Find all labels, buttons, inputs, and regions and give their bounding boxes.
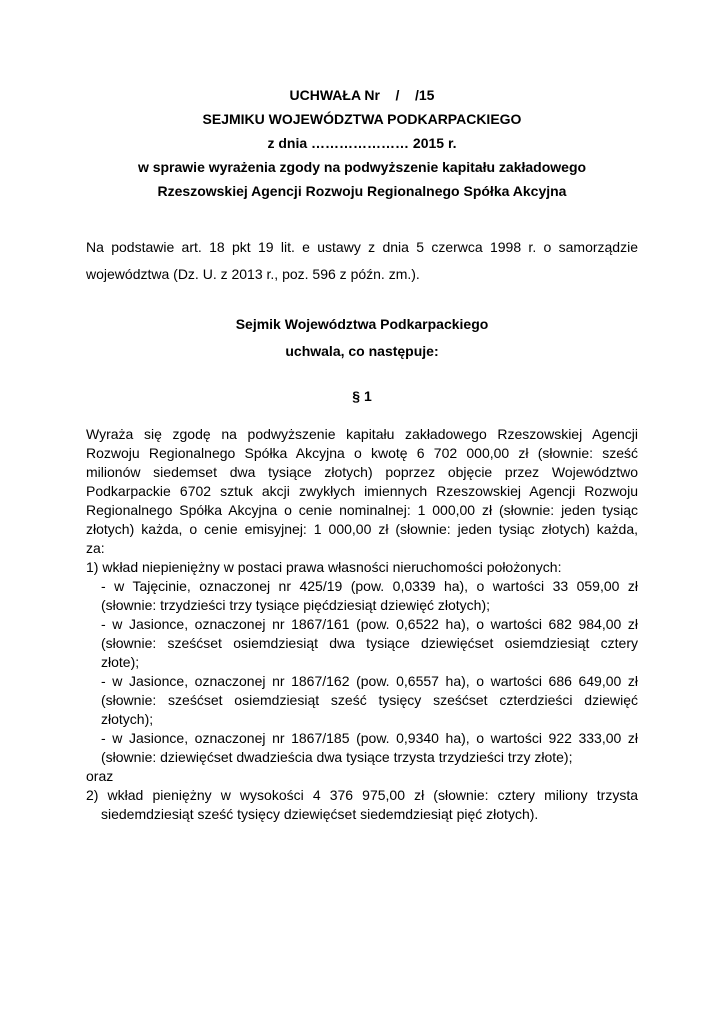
conjunction-oraz: oraz <box>86 768 114 784</box>
property-tajecinie: - w Tajęcinie, oznaczonej nr 425/19 (pow. 0,0339 ha), o wartości 33 059,00 zł <box>101 578 638 594</box>
resolution-header <box>0 83 724 203</box>
paragraph-line: Regionalnego Spółka Akcyjna o cenie nominalnej: 1 000,00 zł (słownie: jeden tysiąc <box>86 502 638 518</box>
property-jasionka-161-words: (słownie: sześćset osiemdziesiąt dwa tysiące dziewięćset osiemdziesiąt cztery <box>101 635 638 651</box>
property-jasionka-162-words: (słownie: sześćset osiemdziesiąt sześć tysięcy sześćset czterdzieści dziewięć <box>101 692 638 708</box>
resolution-subject: w sprawie wyrażenia zgody na podwyższenie kapitału zakładowego <box>137 159 587 175</box>
list-item-2: 2) wkład pieniężny w wysokości 4 376 975,00 zł (słownie: cztery miliony trzysta <box>86 787 638 803</box>
property-tajecinie-words: (słownie: trzydzieści trzy tysiące pięćdziesiąt dziewięć złotych); <box>101 597 491 613</box>
paragraph-line: Podkarpackie 6702 sztuk akcji zwykłych imiennych Rzeszowskiej Agencji Rozwoju <box>86 483 638 499</box>
property-jasionka-185: - w Jasionce, oznaczonej nr 1867/185 (pow. 0,9340 ha), o wartości 922 333,00 zł <box>101 730 638 746</box>
legal-basis <box>86 234 638 288</box>
list-item-2-continued: siedemdziesiąt sześć tysięcy dziewięćset siedemdziesiąt pięć złotych). <box>101 806 539 822</box>
paragraph-line: złotych) każda, o cenie emisyjnej: 1 000,00 zł (słownie: jeden tysiąc złotych) każda, <box>86 521 638 537</box>
property-jasionka-162-words-end: złotych); <box>101 711 154 727</box>
section-body <box>86 425 638 824</box>
resolution-date: z dnia ………………… 2015 r. <box>267 135 457 151</box>
assembly-name: Sejmik Województwa Podkarpackiego <box>235 316 489 332</box>
property-jasionka-161: - w Jasionce, oznaczonej nr 1867/161 (pow. 0,6522 ha), o wartości 682 984,00 zł <box>101 616 638 632</box>
property-jasionka-161-words-end: złote); <box>101 654 140 670</box>
legal-basis-line: województwa (Dz. U. z 2013 r., poz. 596 z późn. zm.). <box>86 266 420 282</box>
paragraph-line: Rozwoju Regionalnego Spółka Akcyjna o kwotę 6 702 000,00 zł (słownie: sześć <box>86 445 638 461</box>
paragraph-line: milionów siedemset dwa tysiące złotych) poprzez objęcie przez Województwo <box>86 464 638 480</box>
resolves-block <box>0 311 724 365</box>
resolution-subject-company: Rzeszowskiej Agencji Rozwoju Regionalnego Spółka Akcyjna <box>157 183 567 199</box>
resolves-clause: uchwala, co następuje: <box>285 343 439 359</box>
section-heading: § 1 <box>352 388 372 404</box>
property-jasionka-185-words: (słownie: dziewięćset dwadzieścia dwa tysiące trzysta trzydzieści trzy złote); <box>101 749 573 765</box>
paragraph-line: Wyraża się zgodę na podwyższenie kapitału zakładowego Rzeszowskiej Agencji <box>86 426 638 442</box>
property-jasionka-162: - w Jasionce, oznaczonej nr 1867/162 (pow. 0,6557 ha), o wartości 686 649,00 zł <box>101 673 638 689</box>
legal-basis-line: Na podstawie art. 18 pkt 19 lit. e ustawy z dnia 5 czerwca 1998 r. o samorządzie <box>86 239 638 255</box>
list-item-1-heading: 1) wkład niepieniężny w postaci prawa własności nieruchomości położonych: <box>86 559 562 575</box>
resolution-number: UCHWAŁA Nr / /15 <box>289 87 435 103</box>
paragraph-line: za: <box>86 540 105 556</box>
issuing-body: SEJMIKU WOJEWÓDZTWA PODKARPACKIEGO <box>202 111 522 127</box>
